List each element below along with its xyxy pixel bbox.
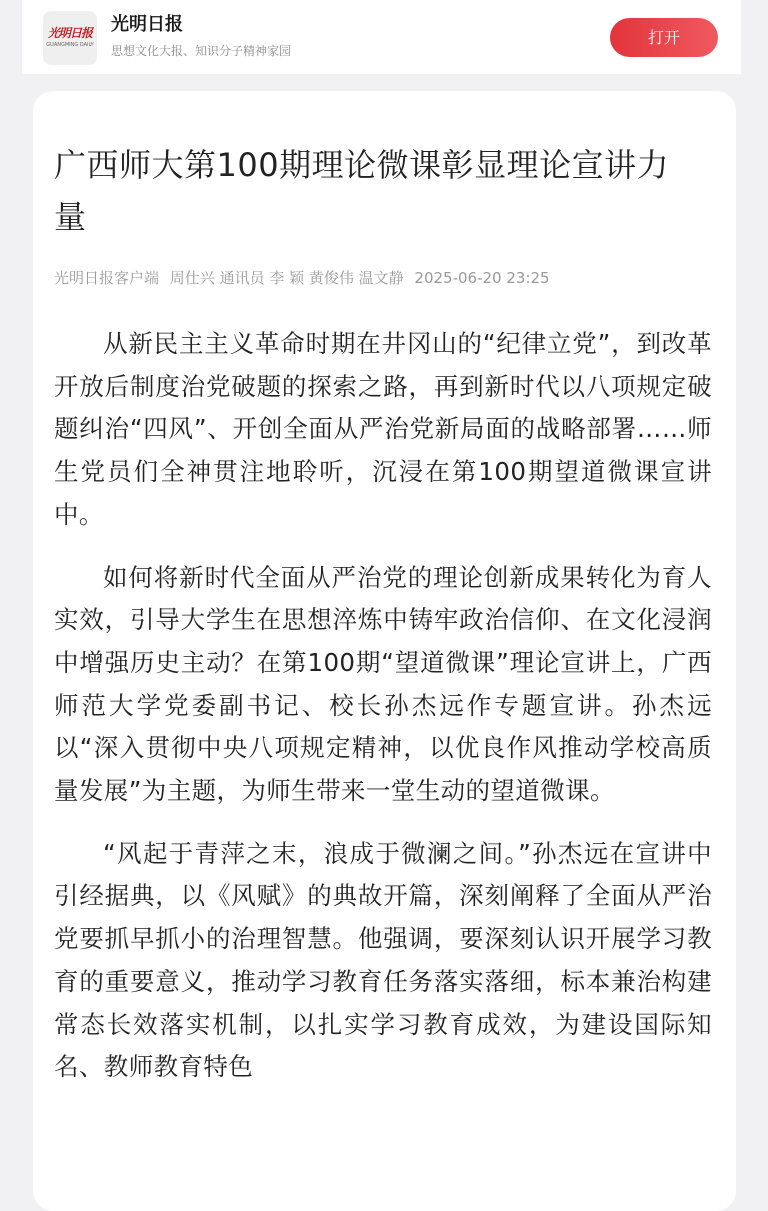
logo-script-text: 光明日报 (47, 26, 92, 40)
app-name: 光明日报 (111, 14, 183, 35)
article-paragraph: “风起于青萍之末，浪成于微澜之间。”孙杰远在宣讲中引经据典，以《风赋》的典故开篇，深刻阐释了全面从严治党要抓早抓小的治理智慧。他强调，要深刻认识开展学习教育的重要意义，推动学习教育任务落实落细，标本兼治构建常态长效落实机制，以扎实学习教育成效，为建设国际知名、教师教育特色 (54, 838, 712, 1082)
article-paragraph: 从新民主主义革命时期在井冈山的“纪律立党”，到改革开放后制度治党破题的探索之路，再到新时代以八项规定破题纠治“四风”、开创全面从严治党新局面的战略部署……师生党员们全神贯注地聆听，沉浸在第100期望道微课宣讲中。 (54, 329, 712, 529)
open-app-button[interactable]: 打开 (610, 18, 718, 57)
article-body (54, 323, 712, 1109)
article-authors: 周仕兴 通讯员 李 颖 黄俊伟 温文静 (169, 269, 404, 287)
app-download-banner (22, 0, 741, 74)
article-meta (54, 267, 550, 289)
app-logo (43, 11, 97, 65)
article-timestamp: 2025-06-20 23:25 (414, 269, 550, 287)
app-slogan: 思想文化大报、知识分子精神家园 (111, 44, 292, 58)
article-card (33, 91, 736, 1211)
article-source: 光明日报客户端 (54, 269, 160, 287)
logo-subtext: GUANGMING DAILY (46, 42, 94, 48)
article-title: 广西师大第100期理论微课彰显理论宣讲力量 (54, 146, 670, 236)
article-paragraph: 如何将新时代全面从严治党的理论创新成果转化为育人实效，引导大学生在思想淬炼中铸牢政治信仰、在文化浸润中增强历史主动？在第100期“望道微课”理论宣讲上，广西师范大学党委副书记、校长孙杰远作专题宣讲。孙杰远以“深入贯彻中央八项规定精神，以优良作风推动学校高质量发展”为主题，为师生带来一堂生动的望道微课。 (54, 562, 712, 806)
